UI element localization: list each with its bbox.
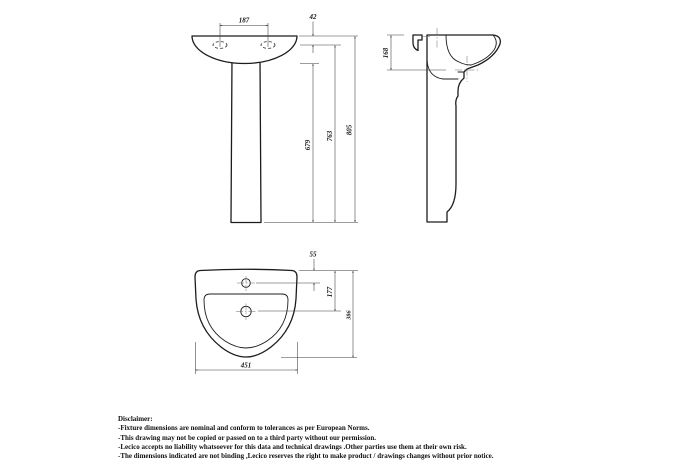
dim-rim-to-tap-hole-top: 55 <box>309 250 317 259</box>
dim-floor-to-tap-hole: 763 <box>326 130 334 142</box>
side-profile-outline <box>427 35 500 222</box>
basin-front-outline <box>192 36 297 64</box>
dim-overall-width: 451 <box>240 361 252 370</box>
dim-floor-to-basin-bottom: 679 <box>304 139 312 151</box>
pedestal-outline <box>231 58 261 223</box>
dim-rim-to-tap-hole: 42 <box>309 13 317 21</box>
dim-tap-hole-spacing: 187 <box>238 16 250 25</box>
top-view <box>195 251 358 375</box>
side-view <box>382 28 500 222</box>
ext-lines-front-right <box>264 36 358 223</box>
wall-bracket-outline <box>413 35 422 51</box>
front-view <box>192 13 358 223</box>
disclaimer-line: -This drawing may not be copied or passed on to a third party without our permission. <box>118 433 376 442</box>
disclaimer-line: -The dimensions indicated are not binding ,Lecico reserves the right to make product / drawings changes without prior notice. <box>118 452 494 461</box>
disclaimer-title: Disclaimer: <box>118 415 153 423</box>
dim-overall-height: 805 <box>345 124 354 136</box>
disclaimer-block <box>118 415 670 461</box>
disclaimer-line: -Lecico accepts no liability whatsoever for this data and technical drawings .Other parties use them at their own risk. <box>118 442 467 451</box>
dim-overall-depth: 386 <box>345 310 353 320</box>
disclaimer-line: -Fixture dimensions are nominal and conform to tolerances as per European Norms. <box>118 424 370 433</box>
dim-rim-to-drain: 177 <box>326 286 334 298</box>
dim-wall-fixing-height: 168 <box>382 47 390 59</box>
